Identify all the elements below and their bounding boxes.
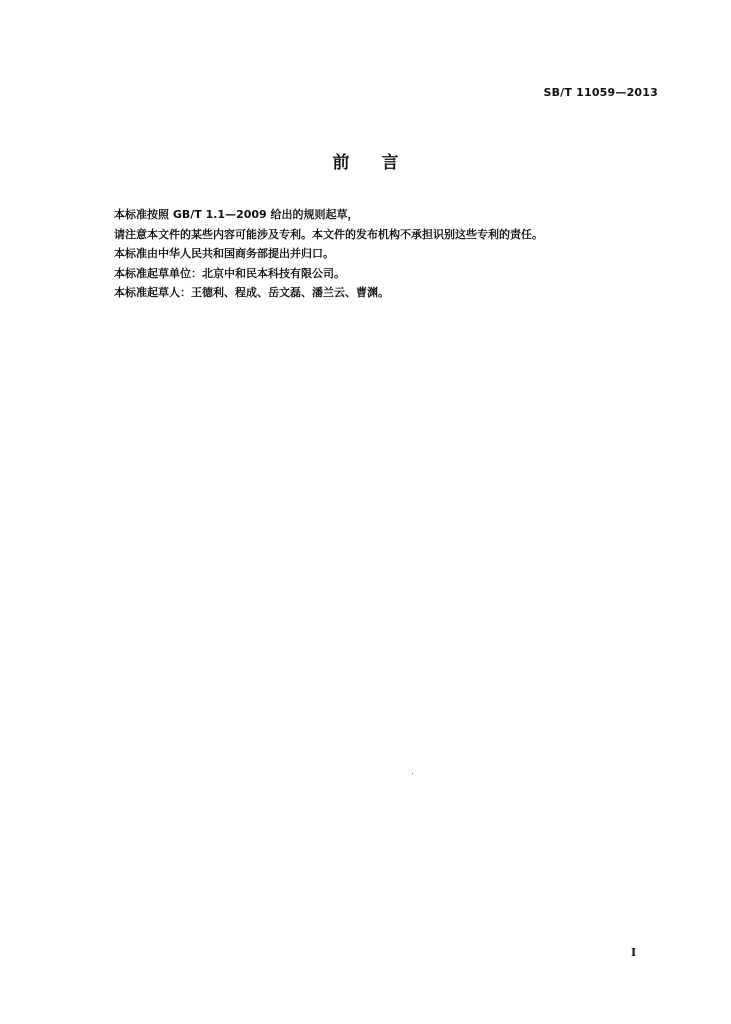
- page-title: 前 言: [332, 153, 399, 173]
- paragraph: 请注意本文件的某些内容可能涉及专利。本文件的发布机构不承担识别这些专利的责任。: [114, 227, 543, 241]
- paragraph: 本标准由中华人民共和国商务部提出并归口。: [114, 247, 334, 260]
- page-number: I: [631, 946, 637, 959]
- paragraph: 本标准按照 GB/T 1.1—2009 给出的规则起草，: [114, 208, 359, 221]
- document-code: SB/T 11059—2013: [543, 86, 658, 99]
- paragraph: 本标准起草人：王德利、程成、岳文磊、潘兰云、曹渊。: [114, 286, 389, 299]
- paragraph: 本标准起草单位：北京中和民本科技有限公司。: [114, 266, 345, 280]
- foreword-body: [114, 205, 674, 303]
- scan-speck: [412, 773, 413, 774]
